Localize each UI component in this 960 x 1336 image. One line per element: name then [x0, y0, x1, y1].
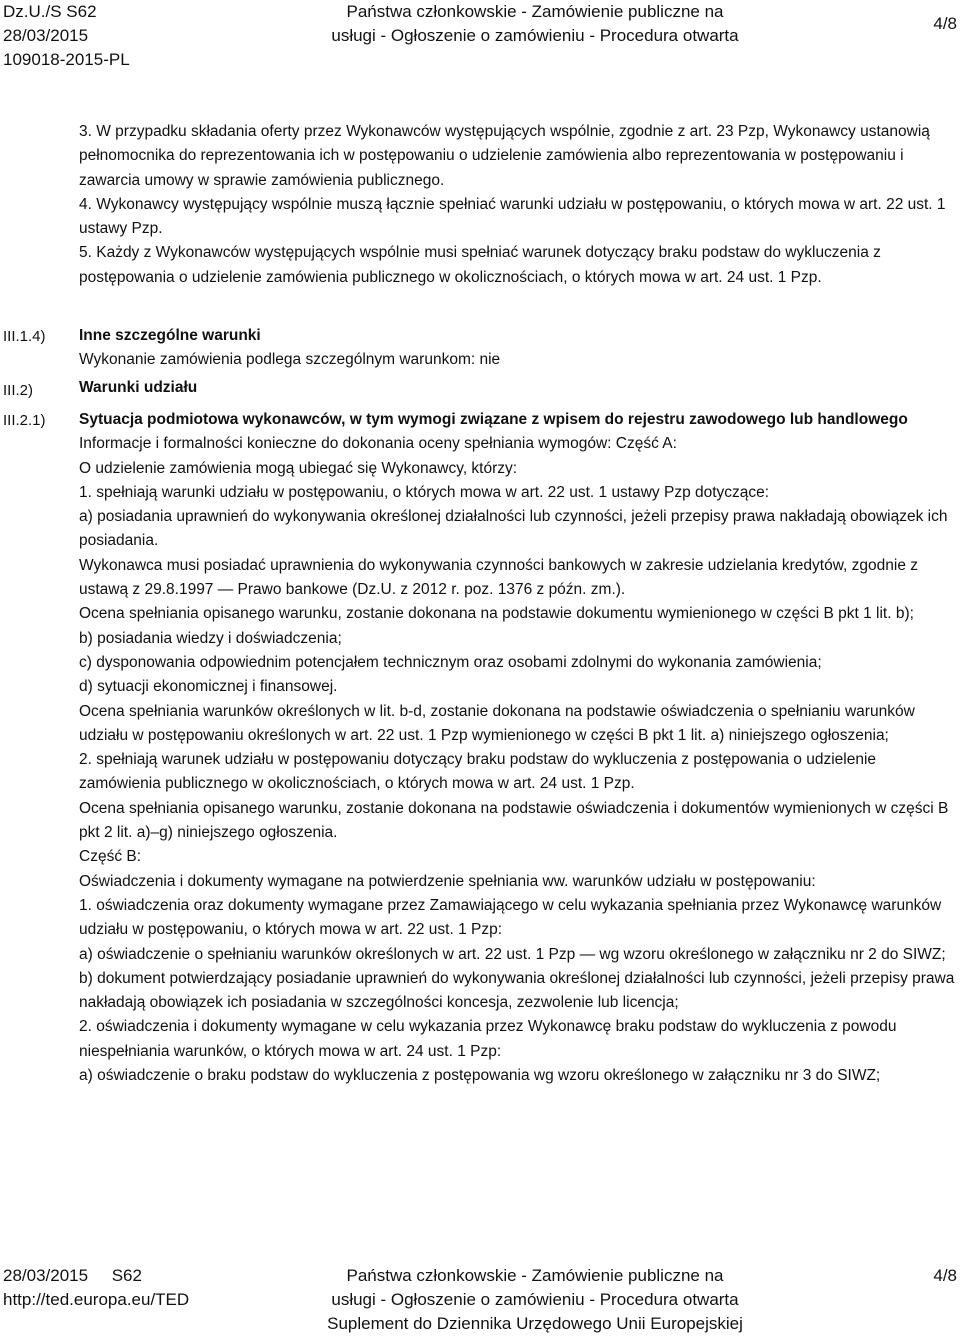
header-notice-id: 109018-2015-PL — [3, 50, 130, 69]
intro-paragraph: 5. Każdy z Wykonawców występujących wspólnie musi spełniać warunek dotyczący braku podstaw do wykluczenia z postępowania o udzielenie zamówienia publicznego w okolicznościach, o których mowa w art. 24 ust. 1 Pzp. — [79, 244, 881, 286]
intro-block — [79, 120, 957, 290]
footer-date-ref: 28/03/2015 S62 — [3, 1266, 142, 1285]
footer-title-line-1: Państwa członkowskie - Zamówienie publiczne na — [346, 1266, 724, 1285]
footer-title-line-2: usługi - Ogłoszenie o zamówieniu - Procedura otwarta — [331, 1290, 739, 1309]
page-header — [0, 0, 960, 70]
section-iii-2 — [79, 376, 957, 400]
footer-left — [3, 1264, 189, 1312]
section-paragraph: 1. spełniają warunki udziału w postępowaniu, o których mowa w art. 22 ust. 1 ustawy Pzp dotyczące: — [79, 483, 770, 501]
section-paragraph: Oświadczenia i dokumenty wymagane na potwierdzenie spełniania ww. warunków udziału w postępowaniu: — [79, 872, 816, 890]
header-date: 28/03/2015 — [3, 26, 89, 45]
section-text: Wykonanie zamówienia podlega szczególnym warunkom: nie — [79, 351, 501, 369]
section-number-iii-1-4: III.1.4) — [3, 328, 46, 345]
footer-center — [305, 1264, 765, 1336]
section-number-iii-2: III.2) — [3, 382, 34, 399]
page-footer — [0, 1264, 960, 1334]
footer-title-line-3: Suplement do Dziennika Urzędowego Unii Europejskiej — [327, 1314, 743, 1333]
section-paragraph: a) oświadczenie o braku podstaw do wykluczenia z postępowania wg wzoru określonego w załączniku nr 3 do SIWZ; — [79, 1067, 881, 1085]
header-journal-ref: Dz.U./S S62 — [3, 2, 97, 21]
header-center — [330, 0, 740, 48]
section-paragraph: a) oświadczenie o spełnianiu warunków określonych w art. 22 ust. 1 Pzp — wg wzoru określonego w załączniku nr 2 do SIWZ; — [79, 945, 946, 963]
section-paragraph: O udzielenie zamówienia mogą ubiegać się Wykonawcy, którzy: — [79, 459, 518, 477]
footer-url: http://ted.europa.eu/TED — [3, 1290, 190, 1309]
section-iii-1-4 — [79, 324, 957, 373]
section-paragraph: 2. oświadczenia i dokumenty wymagane w celu wykazania przez Wykonawcę braku podstaw do wykluczenia z powodu niespełniania warunków, o których mowa w art. 24 ust. 1 Pzp: — [79, 1018, 897, 1060]
section-paragraph: 2. spełniają warunek udziału w postępowaniu dotyczący braku podstaw do wykluczenia z postępowania o udzielenie zamówienia publicznego w okolicznościach, o których mowa w art. 24 ust. 1 Pzp. — [79, 751, 877, 793]
section-paragraph: c) dysponowania odpowiednim potencjałem technicznym oraz osobami zdolnymi do wykonania zamówienia; — [79, 653, 822, 671]
section-paragraph: Ocena spełniania opisanego warunku, zostanie dokonana na podstawie dokumentu wymienionego w części B pkt 1 lit. b); — [79, 605, 914, 623]
section-paragraph: Ocena spełniania warunków określonych w lit. b-d, zostanie dokonana na podstawie oświadczenia o spełnianiu warunków udziału w postępowaniu określonych w art. 22 ust. 1 Pzp wymienionego w części B pkt 1 lit. a) niniejszego ogłoszenia; — [79, 702, 915, 744]
section-title: Sytuacja podmiotowa wykonawców, w tym wymogi związane z wpisem do rejestru zawodowego lub handlowego — [79, 411, 908, 428]
section-paragraph: a) posiadania uprawnień do wykonywania określonej działalności lub czynności, jeżeli przepisy prawa nakładają obowiązek ich posiadania. — [79, 508, 948, 550]
section-title: Warunki udziału — [79, 379, 198, 396]
section-paragraph: b) dokument potwierdzający posiadanie uprawnień do wykonywania określonej działalności lub czynności, jeżeli przepisy prawa nakładają obowiązek ich posiadania w szczególności koncesja, zezwolenie lub licencja; — [79, 969, 955, 1012]
section-paragraph: 1. oświadczenia oraz dokumenty wymagane przez Zamawiającego w celu wykazania spełniania przez Wykonawcę warunków udziału w postępowaniu, o których mowa w art. 22 ust. 1 Pzp: — [79, 896, 942, 939]
section-number-iii-2-1: III.2.1) — [3, 412, 46, 429]
section-paragraph: Ocena spełniania opisanego warunku, zostanie dokonana na podstawie oświadczenia i dokumentów wymienionych w części B pkt 2 lit. a)–g) niniejszego ogłoszenia. — [79, 799, 949, 842]
section-paragraph: Część B: — [79, 848, 142, 866]
section-iii-2-1 — [79, 408, 957, 1088]
intro-paragraph: 3. W przypadku składania oferty przez Wykonawców występujących wspólnie, zgodnie z art. 23 Pzp, Wykonawcy ustanowią pełnomocnika do reprezentowania ich w postępowaniu o udzielenie zamówienia albo reprezentowania w postępowaniu i zawarcia umowy w sprawie zamówienia publicznego. — [79, 123, 930, 189]
header-title-line-1: Państwa członkowskie - Zamówienie publiczne na — [346, 2, 724, 21]
section-paragraph: Wykonawca musi posiadać uprawnienia do wykonywania czynności bankowych w zakresie udzielania kredytów, zgodnie z ustawą z 29.8.1997 — Prawo bankowe (Dz.U. z 2012 r. poz. 1376 z późn. zm.). — [79, 556, 919, 599]
intro-paragraph: 4. Wykonawcy występujący wspólnie muszą łącznie spełniać warunki udziału w postępowaniu, o których mowa w art. 22 ust. 1 ustawy Pzp. — [79, 195, 946, 238]
section-paragraph: Informacje i formalności konieczne do dokonania oceny spełniania wymogów: Część A: — [79, 435, 677, 453]
header-left — [3, 0, 130, 72]
section-paragraph: d) sytuacji ekonomicznej i finansowej. — [79, 678, 338, 696]
section-paragraph: b) posiadania wiedzy i doświadczenia; — [79, 629, 342, 647]
header-title-line-2: usługi - Ogłoszenie o zamówieniu - Procedura otwarta — [331, 26, 739, 45]
footer-page-number: 4/8 — [933, 1266, 957, 1285]
header-page-number: 4/8 — [933, 14, 957, 33]
section-title: Inne szczególne warunki — [79, 327, 261, 344]
